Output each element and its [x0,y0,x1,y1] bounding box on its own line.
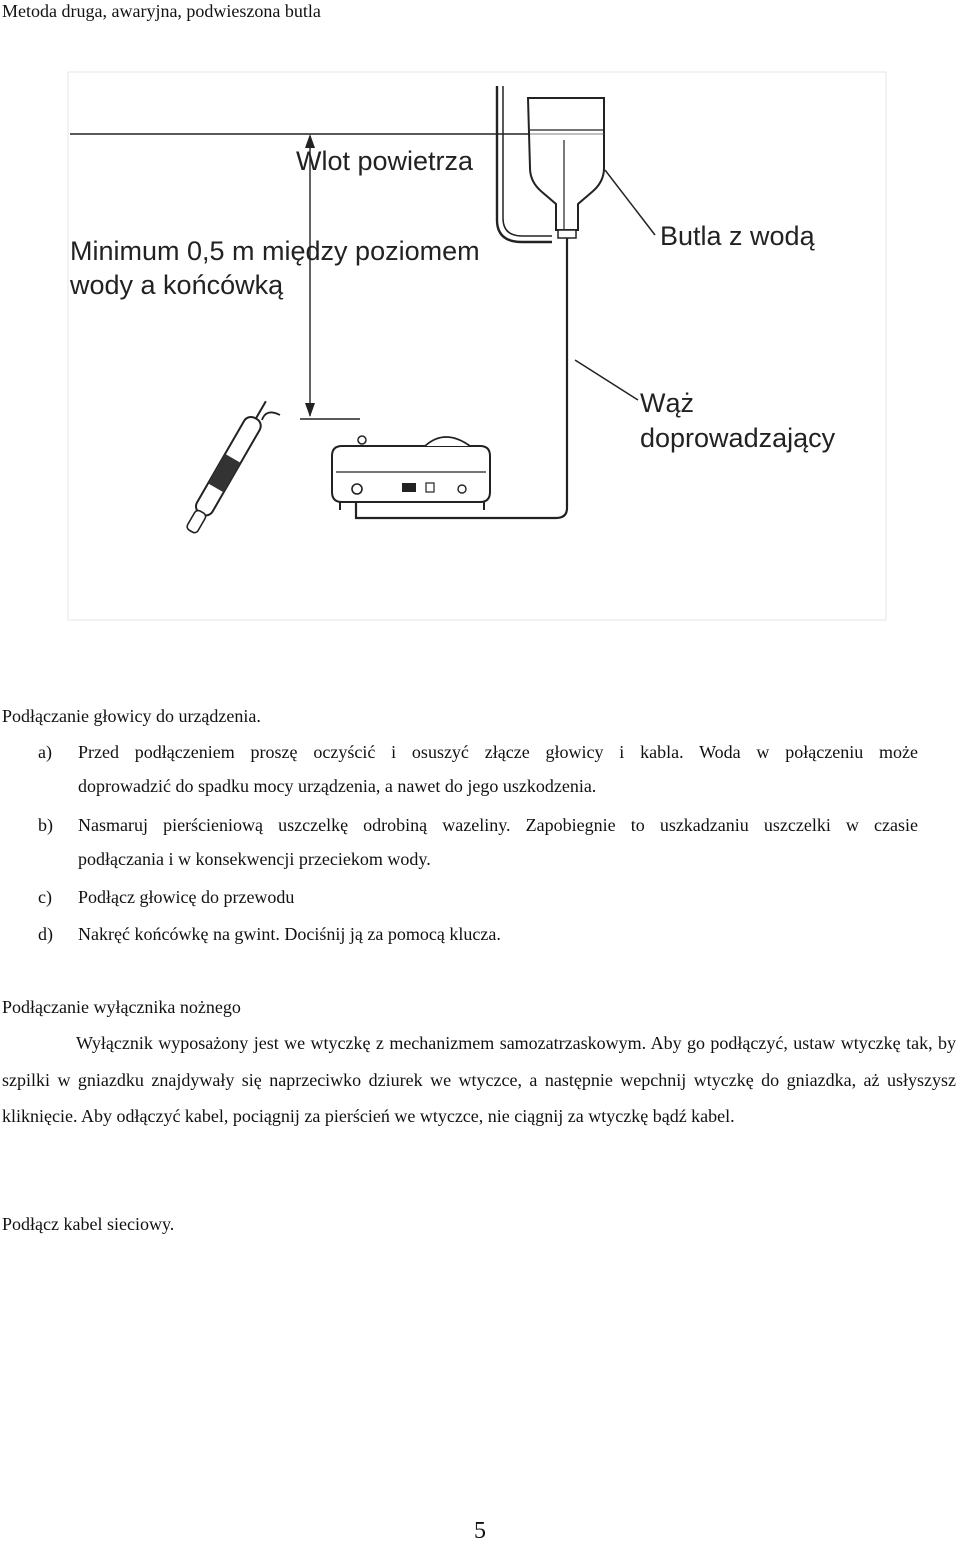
list-item-c [38,885,294,909]
list-item-d [38,922,501,946]
scan-frame [68,72,886,620]
bottle-leader-line [605,170,655,235]
label-minimum-line2: wody a końcówką [70,270,284,300]
device-unit [332,436,490,510]
water-bottle [528,98,604,238]
hose-leader-line [575,360,638,400]
label-minimum-line1: Minimum 0,5 m między poziomem [70,236,480,266]
section-heading-power-cable: Podłącz kabel sieciowy. [2,1214,175,1234]
list-item-text: Podłącz głowicę do przewodu [78,887,295,907]
list-marker: c) [38,887,52,907]
list-item-text: Nakręć końcówkę na gwint. Dociśnij ją za pomocą klucza. [78,924,501,944]
section-heading-footswitch: Podłączanie wyłącznika nożnego [2,997,241,1017]
list-item-text: Nasmaruj pierścieniową uszczelkę odrobiną wazeliny. Zapobiegnie to uszkadzaniu uszczelki w czasie [78,815,918,835]
label-air-inlet: Wlot powietrza [296,146,474,176]
list-item-b-continued: podłączania i w konsekwencji przeciekom wody. [78,849,431,869]
label-hose-line1: Wąż [640,388,694,418]
footswitch-paragraph: Wyłącznik wyposażony jest we wtyczkę z mechanizmem samozatrzaskowym. Aby go podłączyć, ustaw wtyczkę tak, by szpilki w gniazdku znajdywały się naprzeciwko dziurek we wtyczce, a następnie wepchnij wtyczkę do gniazdka, aż usłyszysz kliknięcie. Aby odłączyć kabel, pociągnij za pierścień we wtyczce, nie ciągnij za wtyczkę bądź kabel. [2,1033,956,1126]
list-marker: d) [38,924,53,944]
label-bottle: Butla z wodą [660,221,815,251]
list-marker: a) [38,742,52,762]
setup-diagram [0,70,960,630]
page-header: Metoda druga, awaryjna, podwieszona butla [2,1,321,21]
label-hose-line2: doprowadzający [640,423,836,453]
handpiece-cable [262,412,280,420]
arrow-down-icon [305,403,315,417]
list-item-text: Przed podłączeniem proszę oczyścić i osuszyć złącze głowicy i kabla. Woda w połączeniu może [78,742,918,762]
list-marker: b) [38,815,53,835]
page-number: 5 [474,1518,486,1544]
list-item-a [38,740,918,764]
list-item-a-continued: doprowadzić do spadku mocy urządzenia, a nawet do jego uszkodzenia. [78,776,597,796]
handpiece [183,397,274,536]
section-heading-handpiece: Podłączanie głowicy do urządzenia. [2,706,261,726]
list-item-b [38,813,918,837]
